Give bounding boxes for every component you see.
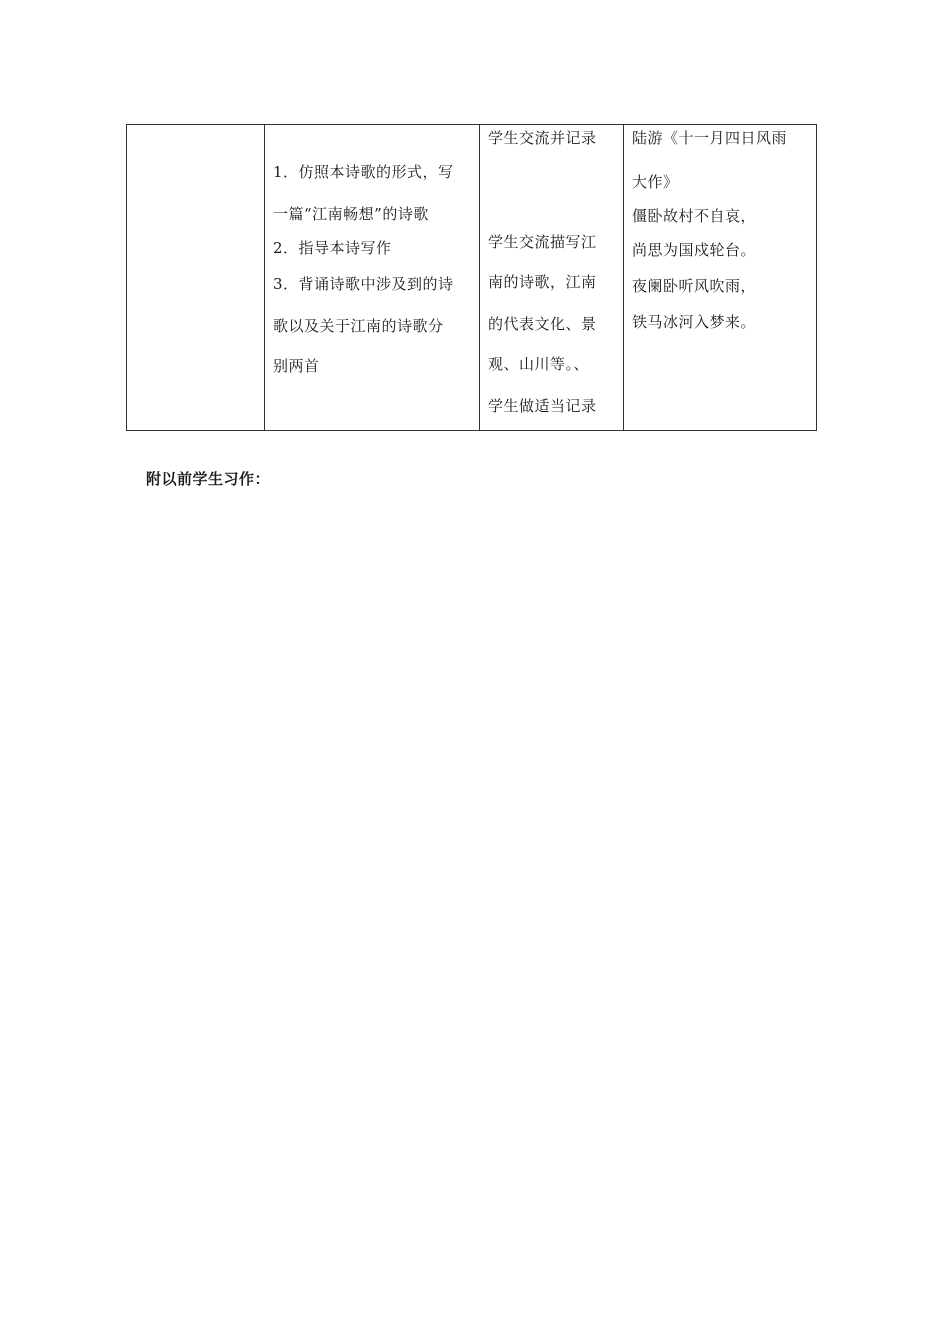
- student-task-line: 学生交流描写江: [488, 233, 597, 251]
- student-task-line: 的代表文化、景: [488, 315, 597, 333]
- activity-line: 一篇“江南畅想”的诗歌: [273, 205, 429, 223]
- student-task-line: 学生交流并记录: [488, 129, 597, 147]
- poem-title-line: 陆游《十一月四日风雨: [632, 129, 788, 147]
- table-cell-poem: [624, 125, 817, 431]
- poem-line: 夜阑卧听风吹雨，: [632, 277, 757, 295]
- table-cell-activities: [265, 125, 480, 431]
- activity-line: 1．仿照本诗歌的形式，写: [273, 163, 454, 181]
- poem-title-line: 大作》: [632, 173, 679, 191]
- table-row: [127, 125, 817, 431]
- student-task-line: 观、山川等。、: [488, 355, 590, 373]
- lesson-table: [126, 124, 817, 431]
- student-task-line: 南的诗歌，江南: [488, 273, 597, 291]
- activity-line: 别两首: [273, 357, 320, 375]
- appendix-heading: 附以前学生习作：: [146, 470, 271, 488]
- poem-line: 僵卧故村不自哀，: [632, 207, 757, 225]
- poem-line: 尚思为国戍轮台。: [632, 241, 757, 259]
- poem-line: 铁马冰河入梦来。: [632, 313, 757, 331]
- activity-line: 3．背诵诗歌中涉及到的诗: [273, 275, 454, 293]
- activity-line: 2．指导本诗写作: [273, 239, 392, 257]
- activity-line: 歌以及关于江南的诗歌分: [273, 317, 444, 335]
- table-cell-student-tasks: [480, 125, 624, 431]
- student-task-line: 学生做适当记录: [488, 397, 597, 415]
- table-cell-empty: [127, 125, 265, 431]
